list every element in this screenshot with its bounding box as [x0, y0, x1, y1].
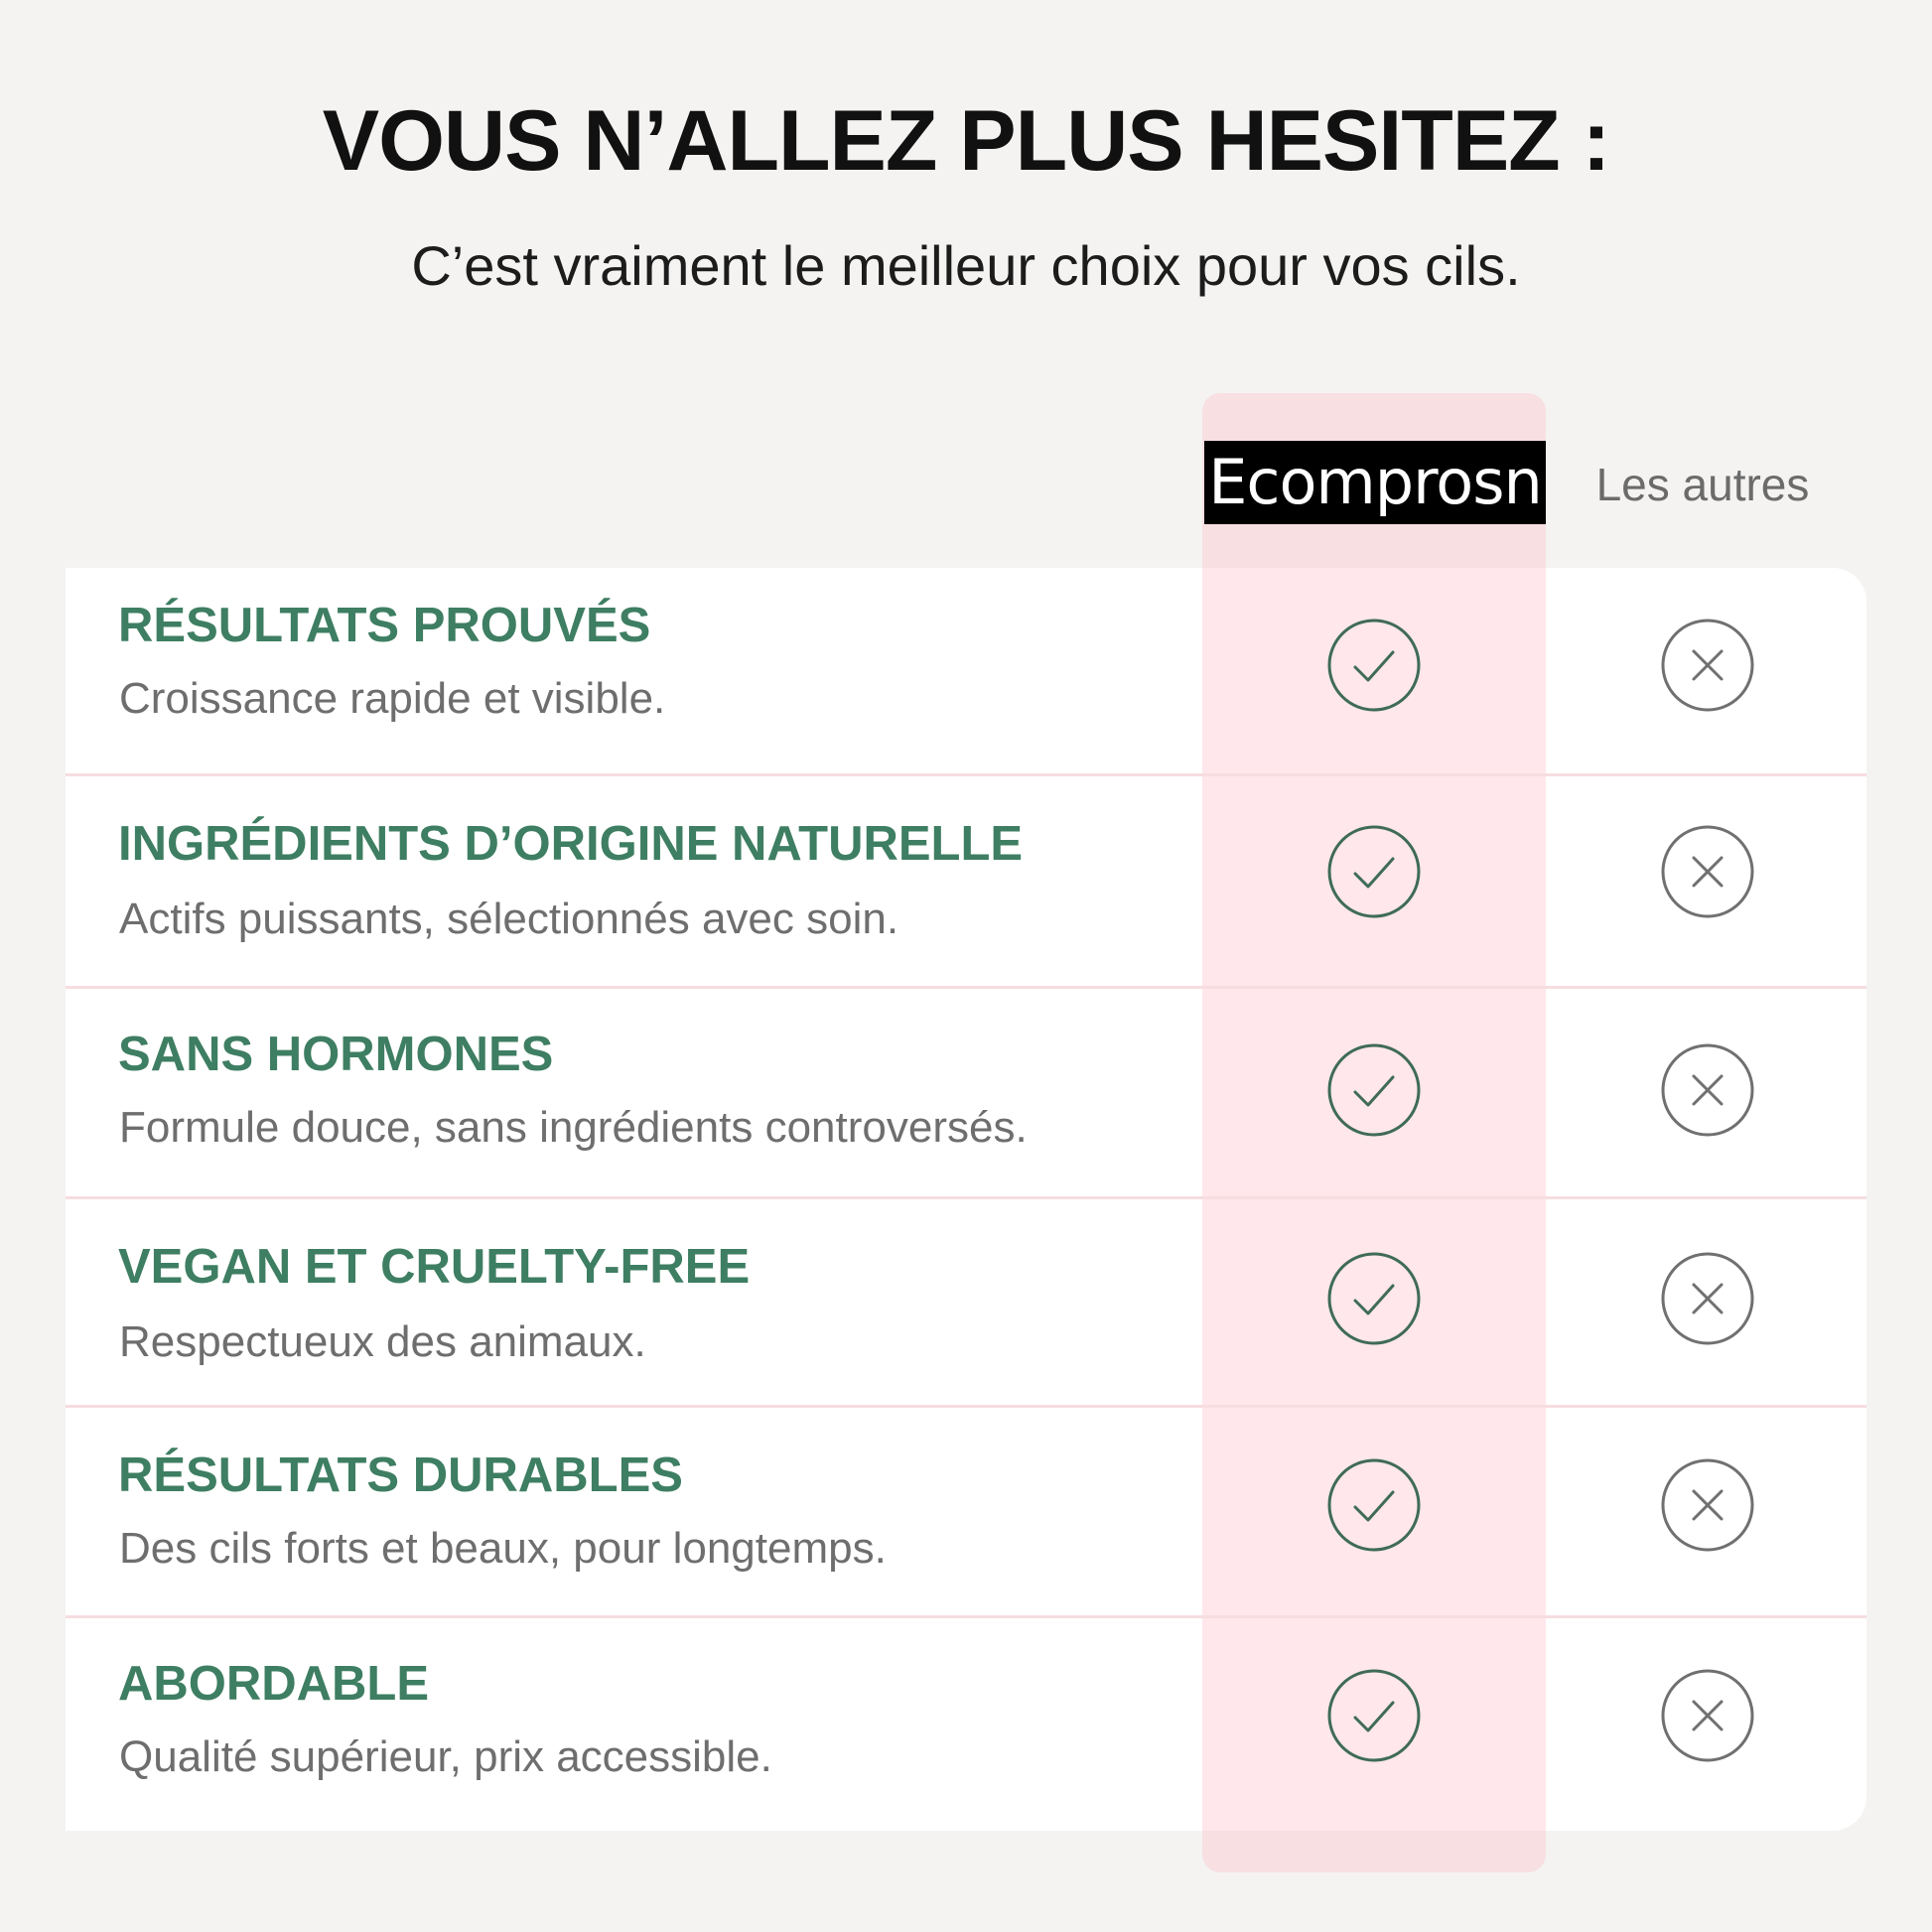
check-circle-icon [1326, 1042, 1422, 1138]
table-row [66, 1199, 1866, 1405]
row-title: RÉSULTATS PROUVÉS [118, 599, 651, 652]
cross-circle-icon [1660, 1668, 1755, 1763]
table-row [66, 989, 1866, 1196]
cross-circle-icon [1660, 1251, 1755, 1346]
table-row [66, 1408, 1866, 1615]
table-row [66, 1618, 1866, 1831]
row-title: INGRÉDIENTS D’ORIGINE NATURELLE [118, 817, 1024, 871]
row-description: Qualité supérieur, prix accessible. [119, 1732, 772, 1781]
row-title: SANS HORMONES [118, 1028, 554, 1081]
row-title: ABORDABLE [118, 1657, 430, 1711]
others-column-header: Les autres [1595, 459, 1810, 510]
row-description: Des cils forts et beaux, pour longtemps. [119, 1524, 887, 1573]
page-subtitle: C’est vraiment le meilleur choix pour vos cils. [411, 234, 1521, 297]
table-row [66, 568, 1866, 773]
check-circle-icon [1326, 1251, 1422, 1346]
check-circle-icon [1326, 1668, 1422, 1763]
check-circle-icon [1326, 1457, 1422, 1553]
brand-column-header: Ecomprosn [1204, 441, 1546, 524]
cross-circle-icon [1660, 824, 1755, 919]
row-title: VEGAN ET CRUELTY-FREE [118, 1240, 751, 1294]
row-description: Formule douce, sans ingrédients controversés. [119, 1103, 1028, 1152]
check-circle-icon [1326, 824, 1422, 919]
cross-circle-icon [1660, 1457, 1755, 1553]
row-description: Respectueux des animaux. [119, 1317, 646, 1366]
cross-circle-icon [1660, 618, 1755, 713]
row-description: Croissance rapide et visible. [119, 674, 666, 723]
check-circle-icon [1326, 618, 1422, 713]
table-row [66, 776, 1866, 986]
page-title: VOUS N’ALLEZ PLUS HESITEZ : [322, 93, 1610, 189]
row-description: Actifs puissants, sélectionnés avec soin. [119, 895, 899, 943]
cross-circle-icon [1660, 1042, 1755, 1138]
row-title: RÉSULTATS DURABLES [118, 1449, 683, 1502]
